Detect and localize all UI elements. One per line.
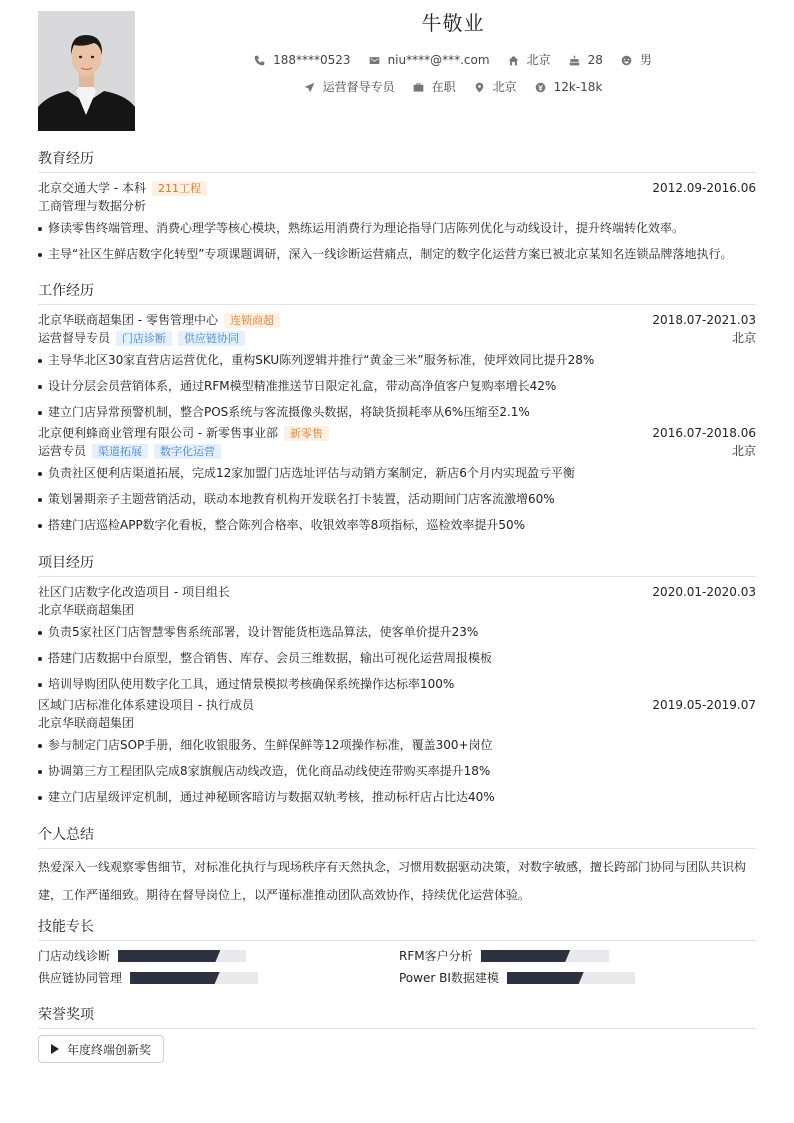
work-section [38, 281, 756, 543]
skills-grid [38, 947, 756, 987]
list-item: 主导“社区生鲜店数字化转型”专项课题调研，深入一线诊断运营痛点，制定的数字化运营方案已被北京某知名连锁品牌落地执行。 [38, 246, 756, 262]
list-item: 搭建门店巡检APP数字化看板，整合陈列合格率、收银效率等8项指标，巡检效率提升50% [38, 517, 756, 533]
skill-level-fill [481, 950, 571, 962]
smile-icon [621, 55, 632, 66]
hometown-text: 北京 [526, 53, 551, 67]
summary-text: 热爱深入一线观察零售细节，对标准化执行与现场秩序有天然执念，习惯用数据驱动决策，对数字敏感，擅长跨部门协同与团队共识构建，工作严谨细致。期待在督导岗位上，以严谨标准推动团队高效协作，持续优化运营体验。 [38, 860, 747, 902]
work-role-row [38, 329, 756, 347]
section-title: 个人总结 [38, 825, 756, 849]
work-date: 2018.07-2021.03 [652, 313, 756, 327]
work-header-row [38, 311, 756, 329]
status-info [413, 79, 456, 95]
award-name: 年度终端创新奖 [67, 1042, 152, 1057]
skill-tag: 渠道拓展 [92, 444, 148, 459]
skill-level-bar [130, 972, 258, 984]
work-role-row [38, 442, 756, 460]
company-name: 北京华联商超集团 - 零售管理中心 [38, 313, 218, 327]
age-text: 28 [587, 53, 603, 67]
list-item: 参与制定门店SOP手册，细化收银服务、生鲜保鲜等12项操作标准，覆盖300+岗位 [38, 737, 756, 753]
email-info [369, 52, 490, 68]
section-title: 荣誉奖项 [38, 1005, 756, 1029]
project-name: 区域门店标准化体系建设项目 - 执行成员 [38, 698, 254, 712]
company-tag: 新零售 [284, 426, 329, 441]
project-name: 社区门店数字化改造项目 - 项目组长 [38, 585, 230, 599]
list-item: 建立门店星级评定机制，通过神秘顾客暗访与数据双轨考核，推动标杆店占比达40% [38, 789, 756, 805]
skill-level-bar [507, 972, 635, 984]
mail-icon [369, 55, 380, 66]
education-header-row [38, 179, 756, 197]
list-item: 培训导购团队使用数字化工具，通过情景模拟考核确保系统操作达标率100% [38, 676, 756, 692]
city-info [474, 79, 517, 95]
age-info [569, 52, 603, 68]
school-tag: 211工程 [152, 181, 207, 196]
summary-section [38, 825, 756, 909]
section-title: 工作经历 [38, 281, 756, 305]
skill-tag: 供应链协同 [178, 331, 245, 346]
skill-level-bar [481, 950, 609, 962]
resume-header [150, 8, 756, 95]
skill-level-fill [130, 972, 220, 984]
gender-info [621, 52, 652, 68]
job-intent-row [150, 79, 756, 95]
project-org: 北京华联商超集团 [38, 603, 135, 617]
phone-text: 188****0523 [273, 53, 351, 67]
phone-info [254, 52, 350, 68]
skill-item [399, 947, 756, 965]
home-icon [508, 55, 519, 66]
major: 工商管理与数据分析 [38, 199, 147, 213]
project-date: 2020.01-2020.03 [652, 585, 756, 599]
work-date: 2016.07-2018.06 [652, 426, 756, 440]
status-text: 在职 [431, 80, 456, 94]
award-badge [38, 1035, 164, 1063]
list-item: 主导华北区30家直营店运营优化，重构SKU陈列逻辑并推行“黄金三米”服务标准，使坪效同比提升28% [38, 352, 756, 368]
projects-section [38, 553, 756, 815]
candidate-name: 牛敬业 [421, 11, 485, 35]
skill-name: RFM客户分析 [399, 949, 473, 963]
city-text: 北京 [492, 80, 517, 94]
list-item: 负责社区便利店渠道拓展，完成12家加盟门店选址评估与动销方案制定，新店6个月内实现盈亏平衡 [38, 465, 756, 481]
project-header-row [38, 696, 756, 714]
school-name: 北京交通大学 - 本科 [38, 181, 146, 195]
list-item: 建立门店异常预警机制，整合POS系统与客流摄像头数据，将缺货损耗率从6%压缩至2.1% [38, 404, 756, 420]
skill-item [38, 947, 399, 965]
skill-name: Power BI数据建模 [399, 971, 499, 985]
section-title: 技能专长 [38, 917, 756, 941]
skills-section [38, 917, 756, 987]
email-text: niu****@***.com [387, 53, 490, 67]
location-pin-icon [474, 82, 485, 93]
list-item: 负责5家社区门店智慧零售系统部署，设计智能货柜选品算法，使客单价提升23% [38, 624, 756, 640]
role-title: 运营督导专员 [38, 331, 111, 345]
work-location: 北京 [731, 331, 756, 345]
salary-coin-icon [535, 82, 546, 93]
list-item: 策划暑期亲子主题营销活动，联动本地教育机构开发联名打卡装置，活动期间门店客流激增60% [38, 491, 756, 507]
work-location: 北京 [731, 444, 756, 458]
list-item: 修读零售终端管理、消费心理学等核心模块，熟练运用消费行为理论指导门店陈列优化与动线设计，提升终端转化效率。 [38, 220, 756, 236]
company-name: 北京便利蜂商业管理有限公司 - 新零售事业部 [38, 426, 278, 440]
education-section [38, 149, 756, 272]
skill-name: 供应链协同管理 [38, 971, 123, 985]
send-icon [304, 82, 315, 93]
position-info [304, 79, 395, 95]
section-title: 项目经历 [38, 553, 756, 577]
list-item: 设计分层会员营销体系，通过RFM模型精准推送节日限定礼盒，带动高净值客户复购率增长42% [38, 378, 756, 394]
project-date: 2019.05-2019.07 [652, 698, 756, 712]
skill-item [399, 969, 756, 987]
skill-tag: 数字化运营 [154, 444, 221, 459]
project-org: 北京华联商超集团 [38, 716, 135, 730]
project-header-row [38, 583, 756, 601]
awards-section [38, 1005, 756, 1063]
skill-level-bar [118, 950, 246, 962]
work-header-row [38, 424, 756, 442]
position-text: 运营督导专员 [322, 80, 395, 94]
hometown-info [508, 52, 551, 68]
phone-icon [254, 55, 265, 66]
salary-text: 12k-18k [553, 80, 603, 94]
cake-icon [569, 55, 580, 66]
skill-name: 门店动线诊断 [38, 949, 111, 963]
briefcase-icon [413, 82, 424, 93]
play-triangle-icon [51, 1044, 59, 1054]
skill-tag: 门店诊断 [116, 331, 172, 346]
skill-level-fill [507, 972, 584, 984]
salary-info [535, 79, 603, 95]
skill-level-fill [118, 950, 220, 962]
profile-photo [38, 11, 135, 131]
gender-text: 男 [639, 53, 652, 67]
section-title: 教育经历 [38, 149, 756, 173]
skill-item [38, 969, 399, 987]
contact-row [150, 52, 756, 68]
list-item: 协调第三方工程团队完成8家旗舰店动线改造，优化商品动线使连带购买率提升18% [38, 763, 756, 779]
company-tag: 连锁商超 [224, 313, 280, 328]
role-title: 运营专员 [38, 444, 87, 458]
list-item: 搭建门店数据中台原型，整合销售、库存、会员三维数据，输出可视化运营周报模板 [38, 650, 756, 666]
education-date: 2012.09-2016.06 [652, 181, 756, 195]
